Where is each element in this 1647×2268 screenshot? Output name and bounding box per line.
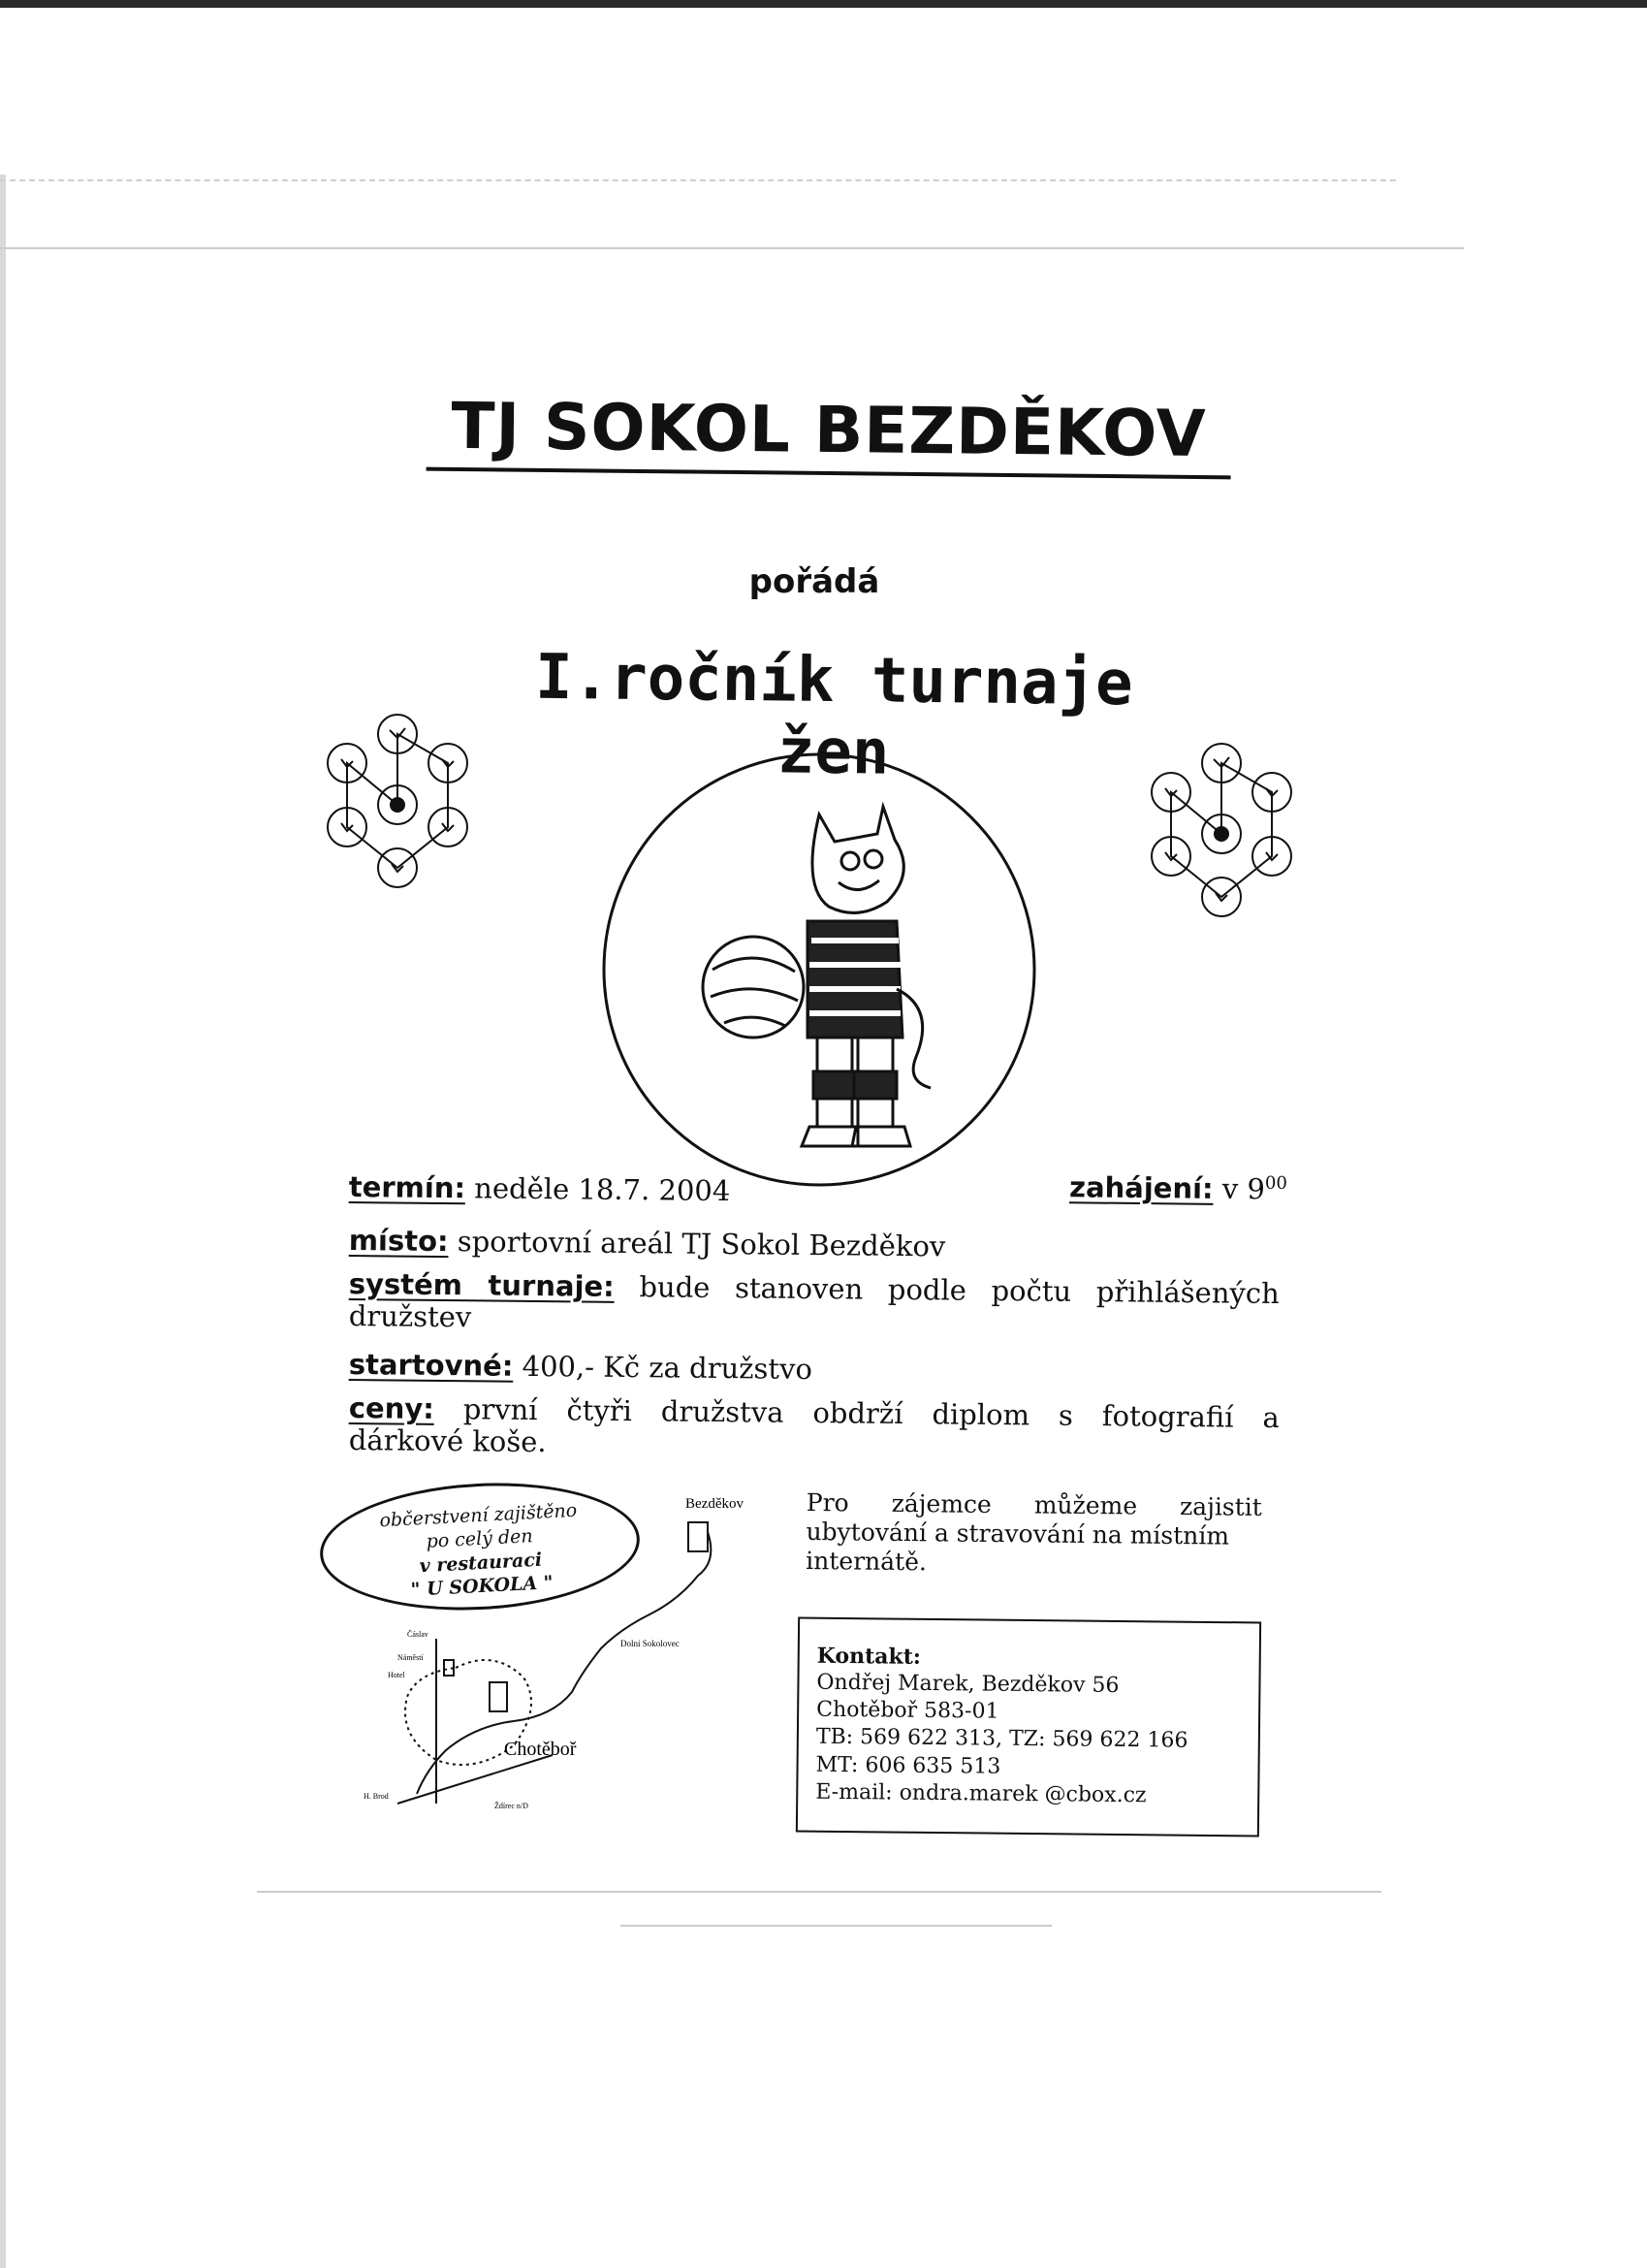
refreshments-line-1: občerstvení zajištěno (378, 1499, 578, 1532)
system-value: bude stanoven podle počtu přihlášených (639, 1270, 1280, 1311)
accommodation-text (806, 1488, 1262, 1581)
start-label: zahájení: (1068, 1170, 1214, 1205)
system-label: systém turnaje: (348, 1267, 615, 1303)
system-value-cont: družstev (348, 1299, 472, 1334)
accommodation-line-3: internátě. (806, 1546, 928, 1577)
map-label-dolni-sokolovec: Dolní Sokolovec (620, 1639, 680, 1648)
prizes-label: ceny: (348, 1391, 435, 1425)
info-row-fee (349, 1348, 1280, 1391)
handball-players-wheel-left (320, 713, 475, 897)
start-minutes: 00 (1264, 1172, 1287, 1194)
cat-mascot-emblem (596, 747, 1042, 1193)
map-label-chotebor: Chotěboř (504, 1739, 577, 1760)
event-title: I.ročník turnaje žen (534, 641, 1134, 789)
contact-phones: TB: 569 622 313, TZ: 569 622 166 (815, 1725, 1188, 1754)
date-label: termín: (348, 1170, 466, 1205)
map-label-hbrod: H. Brod (364, 1792, 389, 1801)
accommodation-line-2: ubytování a stravování na místním (806, 1517, 1230, 1550)
date-value: neděle 18.7. 2004 (474, 1171, 731, 1208)
scan-bottom-line-2 (620, 1925, 1052, 1927)
info-row-place (349, 1224, 1280, 1267)
page-title: TJ SOKOL BEZDĚKOV (427, 389, 1232, 480)
scan-left-edge (0, 175, 6, 2268)
contact-email: E-mail: ondra.marek @cbox.cz (815, 1779, 1147, 1808)
scan-top-edge (0, 0, 1647, 8)
start-value: v 9 (1221, 1171, 1266, 1206)
fee-label: startovné: (348, 1348, 514, 1383)
scan-fold-line (0, 179, 1396, 181)
contact-name: Ondřej Marek, Bezděkov 56 (816, 1670, 1120, 1699)
bezdekov-field-icon (688, 1522, 708, 1551)
contact-box (796, 1617, 1261, 1837)
stadium-icon (490, 1682, 507, 1711)
contact-mobile: MT: 606 635 513 (815, 1752, 1001, 1779)
fee-value: 400,- Kč za družstvo (522, 1349, 813, 1387)
map-label-hotel: Hotel (388, 1671, 405, 1679)
map-label-bezdekov: Bezděkov (685, 1496, 744, 1512)
organizes-label: pořádá (748, 562, 880, 601)
handball-players-wheel-right (1144, 742, 1299, 926)
prizes-value: první čtyři družstva obdrží diplom s fotografií a (462, 1392, 1280, 1435)
refreshments-line-4: " U SOKOLA " (410, 1572, 554, 1601)
scan-fold-line-2 (0, 247, 1464, 249)
contact-heading: Kontakt: (816, 1643, 922, 1670)
map-label-caslav: Čáslav (407, 1630, 428, 1639)
contact-city: Chotěboř 583-01 (816, 1698, 999, 1724)
info-row-start (1045, 1170, 1287, 1206)
location-map (359, 1484, 766, 1813)
refreshments-line-2: po celý den (426, 1525, 534, 1553)
prizes-value-cont: dárkové koše. (348, 1423, 547, 1459)
scan-bottom-line (257, 1891, 1381, 1893)
place-label: místo: (348, 1224, 449, 1259)
map-label-zdirec: Ždírec n/D (494, 1802, 528, 1810)
accommodation-line-1: Pro zájemce můžeme zajistit (806, 1488, 1262, 1521)
map-label-namesti: Náměstí (397, 1653, 424, 1662)
refreshments-line-3: v restauraci (419, 1549, 543, 1577)
place-value: sportovní areál TJ Sokol Bezděkov (457, 1225, 946, 1263)
